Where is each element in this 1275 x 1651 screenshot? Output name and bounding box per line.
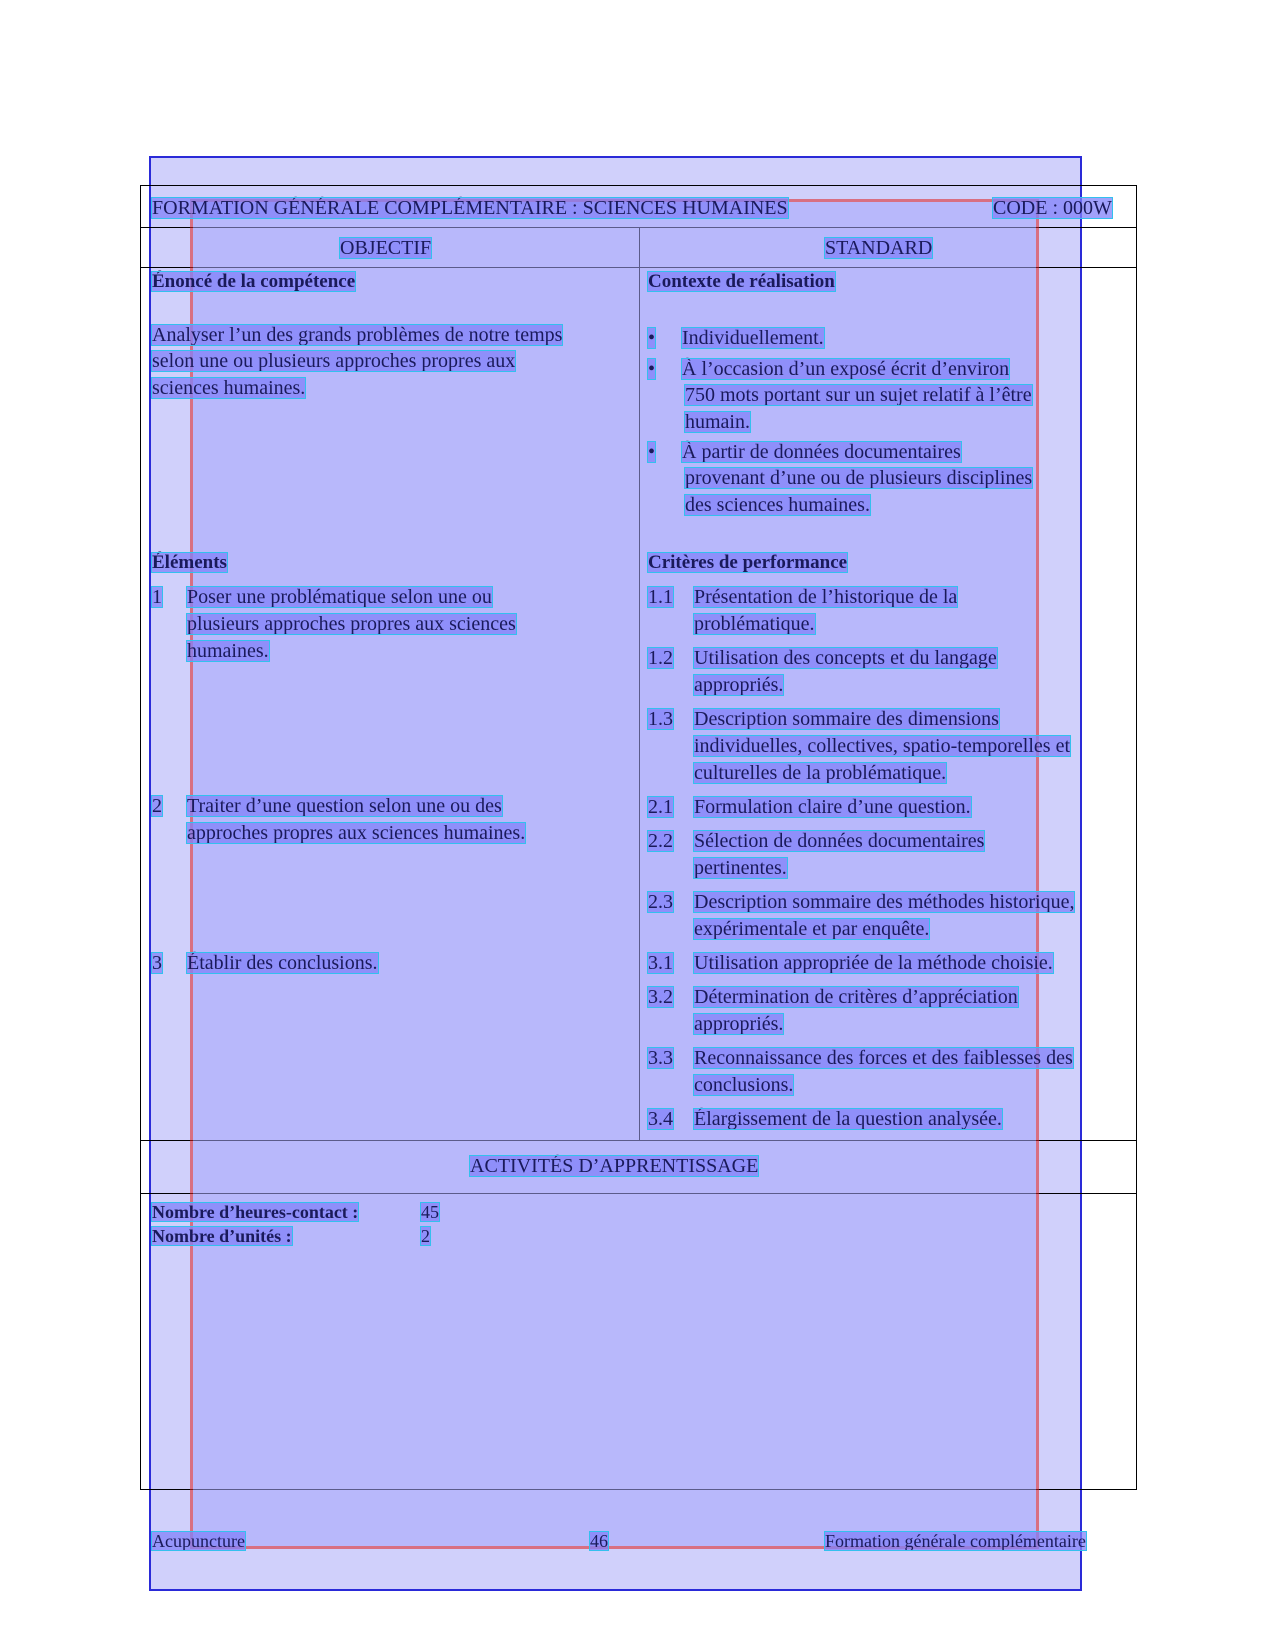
competence-line: selon une ou plusieurs approches propres aux bbox=[152, 350, 516, 372]
criterion-line: Utilisation des concepts et du langage bbox=[694, 647, 997, 669]
criterion-line: Sélection de données documentaires bbox=[694, 830, 985, 852]
form-code: CODE : 000W bbox=[993, 197, 1112, 219]
element-line: humaines. bbox=[187, 640, 269, 662]
criterion-number: 2.3 bbox=[648, 891, 673, 913]
page-number: 46 bbox=[590, 1531, 608, 1551]
context-line: provenant d’une ou de plusieurs disciplines bbox=[685, 467, 1033, 489]
criterion-line: appropriés. bbox=[694, 1013, 784, 1035]
criterion-line: pertinentes. bbox=[694, 857, 787, 879]
criterion-line: Description sommaire des dimensions bbox=[694, 708, 999, 730]
element-line: Traiter d’une question selon une ou des bbox=[187, 795, 502, 817]
criterion-number: 3.2 bbox=[648, 986, 673, 1008]
criterion-line: culturelles de la problématique. bbox=[694, 762, 947, 784]
bullet: • bbox=[648, 327, 656, 349]
criterion-line: Présentation de l’historique de la bbox=[694, 586, 958, 608]
criterion-number: 1.2 bbox=[648, 647, 673, 669]
criterion-line: problématique. bbox=[694, 613, 815, 635]
criterion-line: individuelles, collectives, spatio-temporelles et bbox=[694, 735, 1071, 757]
bullet: • bbox=[648, 441, 656, 463]
criteria-heading: Critères de performance bbox=[648, 552, 848, 573]
criterion-line: Élargissement de la question analysée. bbox=[694, 1108, 1002, 1130]
context-line: À l’occasion d’un exposé écrit d’environ bbox=[682, 358, 1010, 380]
element-line: plusieurs approches propres aux sciences bbox=[187, 613, 516, 635]
context-line: humain. bbox=[685, 411, 750, 433]
criterion-line: Formulation claire d’une question. bbox=[694, 796, 971, 818]
element-number: 3 bbox=[152, 952, 162, 974]
element-number: 2 bbox=[152, 795, 162, 817]
column-heading-objectif: OBJECTIF bbox=[340, 237, 432, 259]
element-line: approches propres aux sciences humaines. bbox=[187, 822, 526, 844]
hours-contact-label: Nombre d’heures-contact : bbox=[152, 1202, 359, 1222]
criterion-line: conclusions. bbox=[694, 1074, 794, 1096]
column-heading-standard: STANDARD bbox=[825, 237, 933, 259]
criterion-number: 3.3 bbox=[648, 1047, 673, 1069]
criterion-number: 2.2 bbox=[648, 830, 673, 852]
units-label: Nombre d’unités : bbox=[152, 1226, 292, 1246]
elements-heading: Éléments bbox=[152, 552, 227, 573]
context-line: des sciences humaines. bbox=[685, 494, 870, 516]
criterion-number: 2.1 bbox=[648, 796, 673, 818]
competence-line: sciences humaines. bbox=[152, 377, 306, 399]
criterion-line: Utilisation appropriée de la méthode choisie. bbox=[694, 952, 1053, 974]
competence-line: Analyser l’un des grands problèmes de notre temps bbox=[152, 324, 563, 346]
footer-left: Acupuncture bbox=[152, 1531, 245, 1551]
criterion-line: Description sommaire des méthodes historique, bbox=[694, 891, 1075, 913]
activities-heading: ACTIVITÉS D’APPRENTISSAGE bbox=[470, 1155, 759, 1177]
context-line: À partir de données documentaires bbox=[682, 441, 961, 463]
bullet: • bbox=[648, 358, 656, 380]
form-title: FORMATION GÉNÉRALE COMPLÉMENTAIRE : SCIENCES HUMAINES bbox=[152, 197, 788, 219]
footer-right: Formation générale complémentaire bbox=[825, 1531, 1086, 1551]
element-line: Poser une problématique selon une ou bbox=[187, 586, 492, 608]
criterion-number: 3.1 bbox=[648, 952, 673, 974]
context-heading: Contexte de réalisation bbox=[648, 271, 835, 292]
criterion-line: appropriés. bbox=[694, 674, 784, 696]
units-value: 2 bbox=[421, 1226, 430, 1246]
context-line: Individuellement. bbox=[682, 327, 824, 349]
criterion-line: Détermination de critères d’appréciation bbox=[694, 986, 1018, 1008]
criterion-number: 1.3 bbox=[648, 708, 673, 730]
competence-heading: Énoncé de la compétence bbox=[152, 271, 356, 292]
hours-contact-value: 45 bbox=[421, 1202, 439, 1222]
element-line: Établir des conclusions. bbox=[187, 952, 378, 974]
element-number: 1 bbox=[152, 586, 162, 608]
criterion-line: Reconnaissance des forces et des faiblesses des bbox=[694, 1047, 1073, 1069]
criterion-number: 1.1 bbox=[648, 586, 673, 608]
criterion-line: expérimentale et par enquête. bbox=[694, 918, 930, 940]
criterion-number: 3.4 bbox=[648, 1108, 673, 1130]
context-line: 750 mots portant sur un sujet relatif à l’être bbox=[685, 384, 1032, 406]
